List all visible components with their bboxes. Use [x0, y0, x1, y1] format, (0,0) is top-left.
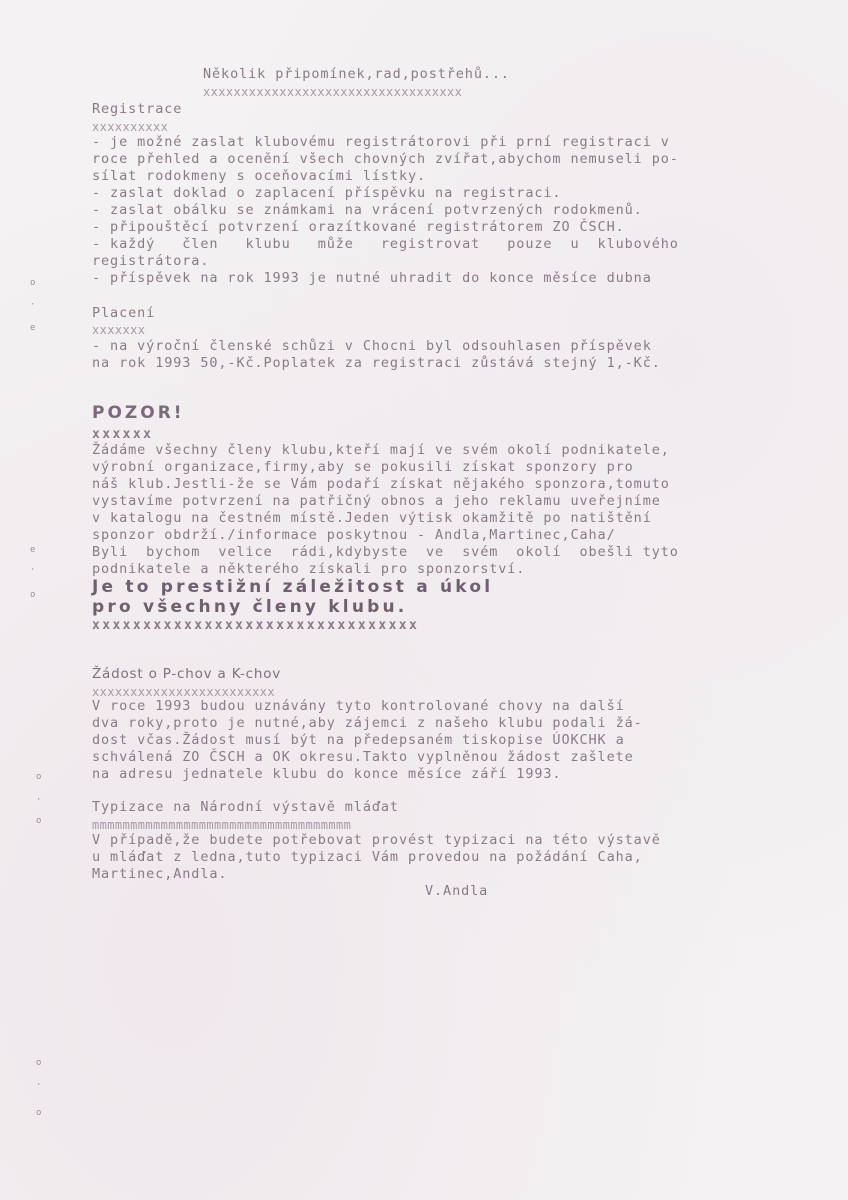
binding-mark: ·	[30, 300, 36, 310]
binding-mark: o	[30, 278, 36, 288]
title-rule: xxxxxxxxxxxxxxxxxxxxxxxxxxxxxxxxxx	[203, 85, 463, 99]
zadost-heading: Žádost o P-chov a K-chov	[92, 666, 282, 682]
placeni-heading: Placení	[92, 305, 156, 321]
pozor-line: podnikatele a některého získali pro sponzorství.	[92, 561, 526, 577]
zadost-rule: xxxxxxxxxxxxxxxxxxxxxxxx	[92, 685, 275, 699]
registrace-line: sílat rodokmeny s oceňovacími lístky.	[92, 168, 427, 184]
typizace-line: Martinec,Andla.	[92, 866, 228, 882]
binding-mark: o	[36, 1058, 42, 1068]
zadost-line: dost včas.Žádost musí být na předepsaném tiskopise ÚOKCHK a	[92, 732, 625, 748]
placeni-rule: xxxxxxx	[92, 323, 146, 337]
registrace-line: - příspěvek na rok 1993 je nutné uhradit do konce měsíce dubna	[92, 270, 652, 286]
binding-mark: o	[30, 590, 36, 600]
registrace-line: - zaslat doklad o zaplacení příspěvku na registraci.	[92, 185, 562, 201]
pozor-line: v katalogu na čestném místě.Jeden výtisk okamžitě po natištění	[92, 510, 652, 526]
pozor-emphasis: pro všechny členy klubu.	[92, 597, 408, 617]
zadost-line: na adresu jednatele klubu do konce měsíce září 1993.	[92, 766, 562, 782]
signature: V.Andla	[425, 883, 489, 899]
binding-mark: ·	[30, 565, 36, 575]
registrace-line: registrátora.	[92, 253, 210, 269]
pozor-emphasis-rule: xxxxxxxxxxxxxxxxxxxxxxxxxxxxxxxx	[92, 618, 420, 633]
registrace-heading: Registrace	[92, 101, 183, 117]
pozor-line: výrobní organizace,firmy,aby se pokusili získat sponzory pro	[92, 459, 634, 475]
pozor-line: Žádáme všechny členy klubu,kteří mají ve svém okolí podnikatele,	[92, 442, 670, 458]
pozor-line: náš klub.Jestli-že se Vám podaří získat nějakého sponzora,tomuto	[92, 476, 670, 492]
registrace-line: - každý člen klubu může registrovat pouze u klubového	[92, 236, 679, 252]
zadost-line: V roce 1993 budou uznávány tyto kontrolované chovy na další	[92, 698, 625, 714]
registrace-line: - připouštěcí potvrzení orazítkované registrátorem ZO ČSCH.	[92, 219, 625, 235]
binding-mark: ·	[36, 795, 42, 805]
pozor-heading: POZOR!	[92, 403, 185, 423]
binding-mark: o	[36, 816, 42, 826]
binding-mark: e	[30, 545, 36, 555]
typizace-rule: mmmmmmmmmmmmmmmmmmmmmmmmmmmmmmmmmm	[92, 818, 352, 832]
pozor-line: sponzor obdrží./informace poskytnou - Andla,Martinec,Caha/	[92, 527, 616, 543]
placeni-line: - na výroční členské schůzi v Chocni byl odsouhlasen příspěvek	[92, 338, 652, 354]
zadost-line: schválená ZO ČSCH a OK okresu.Takto vyplněnou žádost zašlete	[92, 749, 634, 765]
pozor-line: Byli bychom velice rádi,kdybyste ve svém okolí obešli tyto	[92, 544, 679, 560]
binding-mark: e	[30, 323, 36, 333]
placeni-line: na rok 1993 50,-Kč.Poplatek za registraci zůstává stejný 1,-Kč.	[92, 355, 661, 371]
pozor-line: vystavíme potvrzení na patřičný obnos a jeho reklamu uveřejníme	[92, 493, 661, 509]
binding-mark: o	[36, 1108, 42, 1118]
typizace-heading: Typizace na Národní výstavě mláďat	[92, 799, 399, 815]
binding-mark: o	[36, 772, 42, 782]
typizace-line: u mláďat z ledna,tuto typizaci Vám provedou na požádání Caha,	[92, 849, 643, 865]
registrace-line: roce přehled a ocenění všech chovných zvířat,abychom nemuseli po-	[92, 151, 679, 167]
pozor-emphasis: Je to prestižní záležitost a úkol	[92, 577, 494, 597]
typizace-line: V případě,že budete potřebovat provést typizaci na této výstavě	[92, 832, 661, 848]
registrace-line: - zaslat obálku se známkami na vrácení potvrzených rodokmenů.	[92, 202, 643, 218]
registrace-line: - je možné zaslat klubovému registrátorovi při prní registraci v	[92, 134, 670, 150]
binding-mark: ·	[36, 1080, 42, 1090]
page-title: Několik připomínek,rad,postřehů...	[203, 66, 510, 82]
zadost-line: dva roky,proto je nutné,aby zájemci z našeho klubu podali žá-	[92, 715, 643, 731]
registrace-rule: xxxxxxxxxx	[92, 120, 169, 134]
pozor-rule: xxxxxx	[92, 427, 154, 442]
